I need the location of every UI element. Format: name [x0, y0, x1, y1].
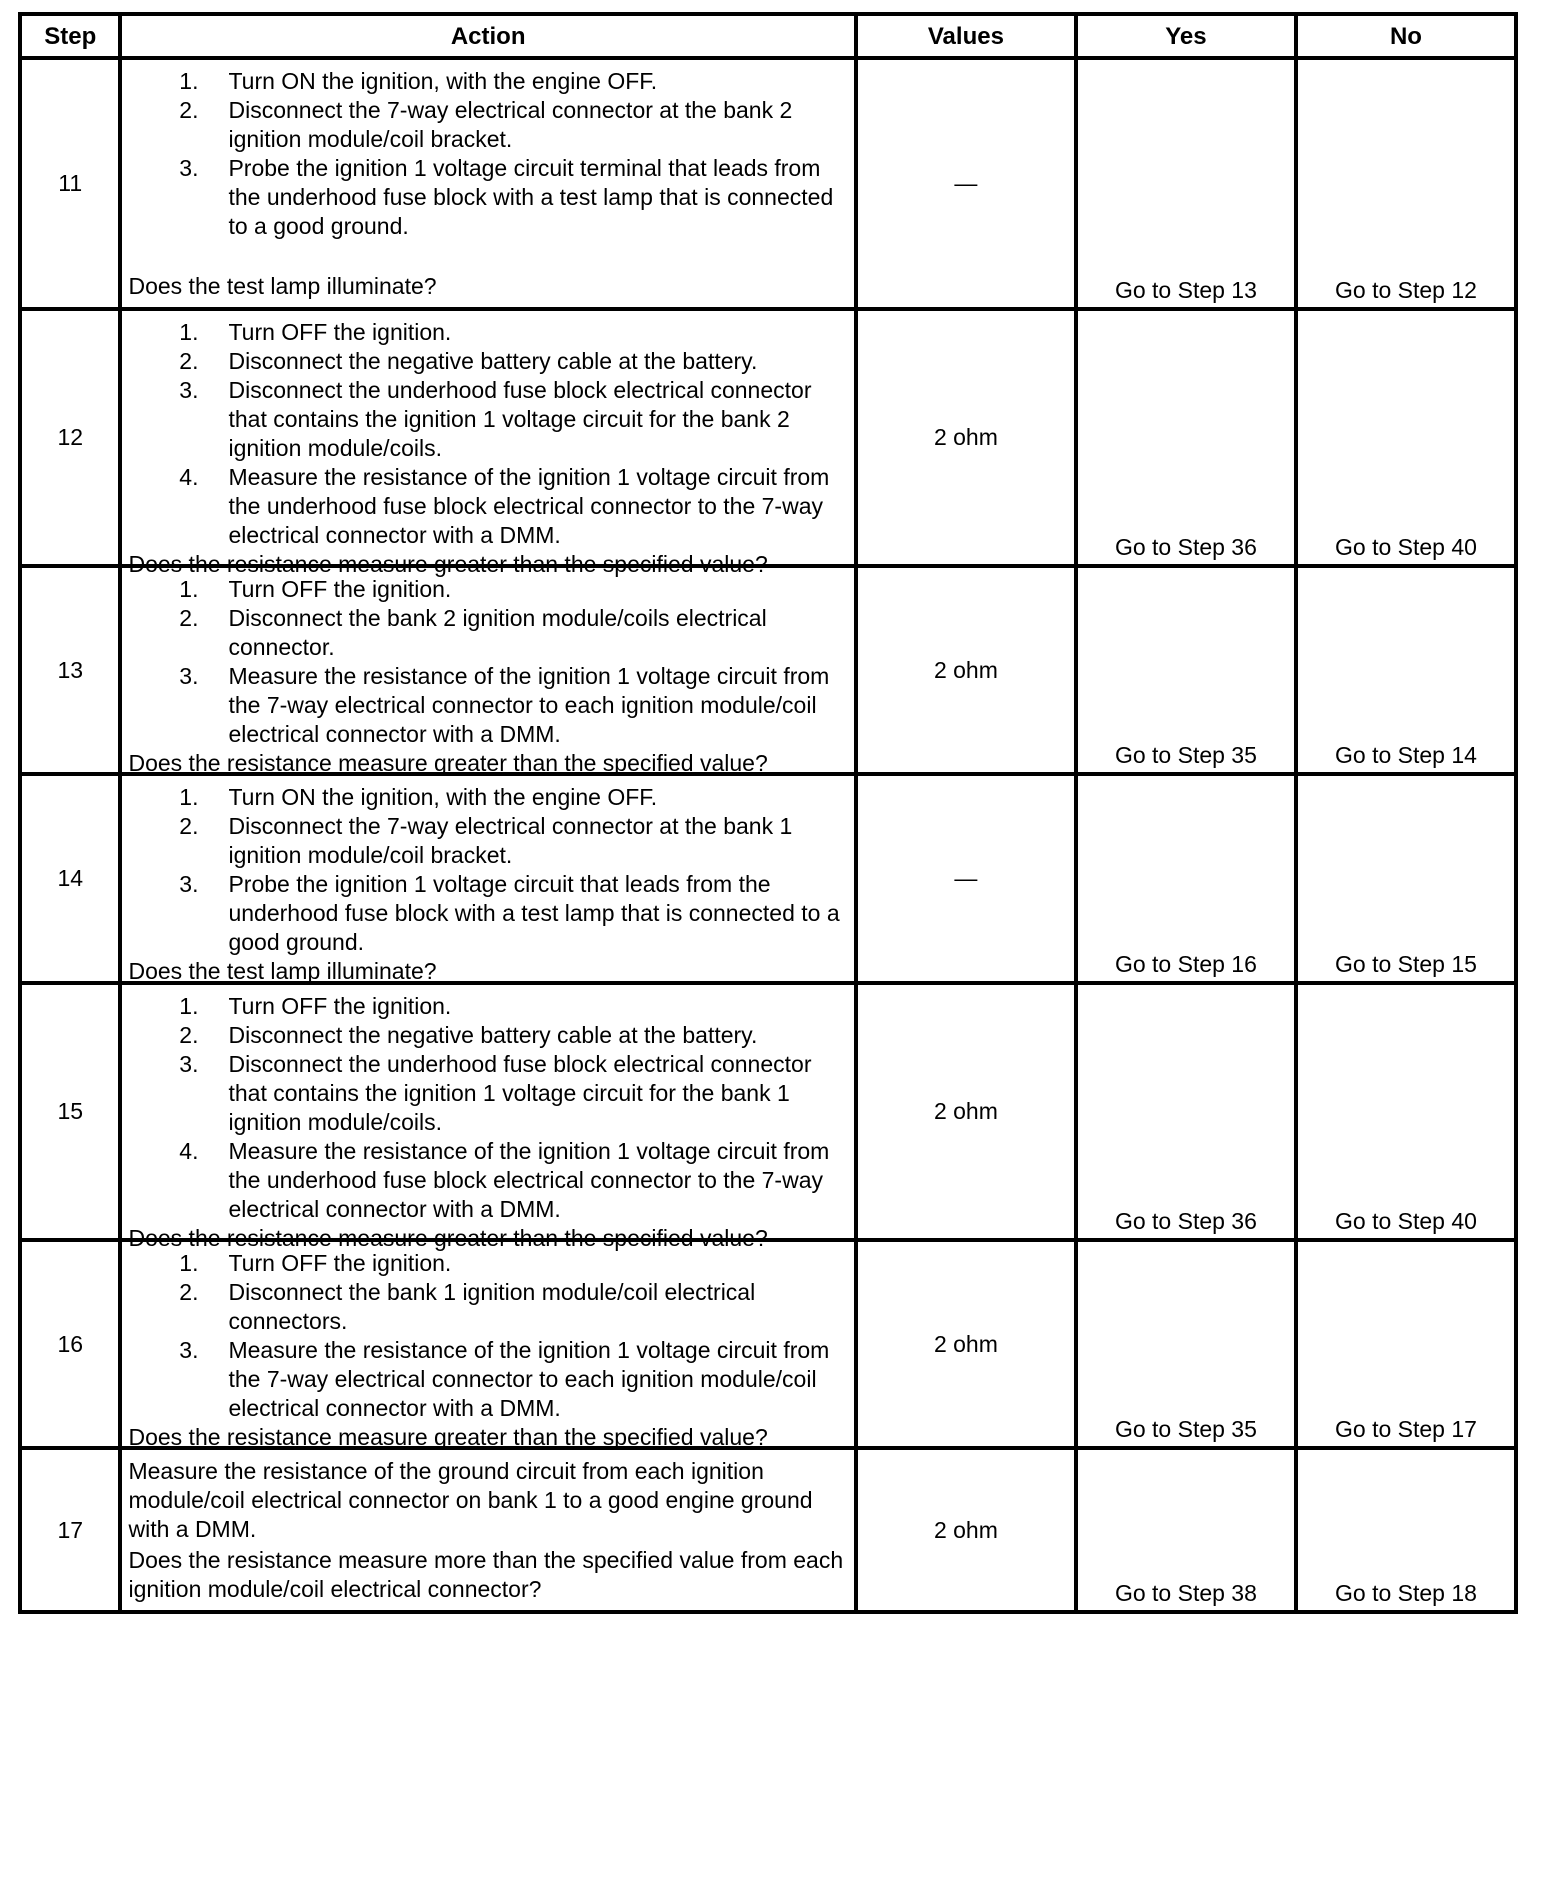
instruction-text: Turn ON the ignition, with the engine OFF.: [228, 784, 658, 810]
instruction-number: 2.: [179, 348, 199, 374]
step-number: 11: [20, 58, 120, 309]
action-question: Does the resistance measure greater than the specified value?: [128, 1424, 768, 1450]
instruction-text: Disconnect the bank 2 ignition module/coils electrical connector.: [228, 605, 767, 660]
header-no: No: [1296, 14, 1516, 58]
instruction-text: Measure the resistance of the ignition 1 voltage circuit from the 7-way electrical connector to each ignition module/coil electrical connector with a DMM.: [228, 663, 830, 747]
instruction-text: Disconnect the underhood fuse block electrical connector that contains the ignition 1 voltage circuit for the bank 1 ignition module/coils.: [228, 1051, 812, 1135]
instruction-number: 3.: [179, 871, 199, 897]
no-result: Go to Step 40: [1296, 309, 1516, 566]
action-content: [128, 318, 847, 577]
instruction-item: [128, 812, 847, 870]
action-cell: [120, 309, 855, 577]
table-row: [20, 983, 1516, 1240]
instruction-item: [128, 662, 847, 749]
action-content: [128, 1457, 847, 1604]
instruction-list: [128, 318, 847, 550]
step-number: 14: [20, 774, 120, 983]
instruction-item: [128, 1249, 847, 1278]
instruction-number: 1.: [179, 319, 199, 345]
no-result: Go to Step 17: [1296, 1240, 1516, 1448]
diagnostic-table: [18, 12, 1518, 1614]
action-cell: [120, 983, 855, 1251]
instruction-number: 1.: [179, 576, 199, 602]
action-content: [128, 992, 847, 1251]
instruction-item: [128, 347, 847, 376]
instruction-list: [128, 575, 847, 749]
instruction-text: Turn OFF the ignition.: [228, 993, 452, 1019]
no-result: Go to Step 40: [1296, 983, 1516, 1240]
spec-value: 2 ohm: [856, 1448, 1076, 1612]
instruction-text: Turn OFF the ignition.: [228, 576, 452, 602]
instruction-item: [128, 1278, 847, 1336]
step-number: 16: [20, 1240, 120, 1448]
instruction-list: [128, 67, 847, 241]
instruction-item: [128, 1021, 847, 1050]
instruction-number: 4.: [179, 1138, 199, 1164]
instruction-number: 3.: [179, 377, 199, 403]
instruction-number: 2.: [179, 1022, 199, 1048]
instruction-list: [128, 783, 847, 957]
yes-result: Go to Step 36: [1076, 983, 1296, 1240]
header-action: Action: [120, 14, 855, 58]
action-question: Does the resistance measure more than the specified value from each ignition module/coil electrical connector?: [128, 1547, 844, 1602]
action-cell: [120, 566, 855, 774]
table-row: [20, 58, 1516, 309]
instruction-number: 3.: [179, 1051, 199, 1077]
instruction-item: [128, 604, 847, 662]
instruction-item: [128, 783, 847, 812]
action-content: [128, 67, 847, 301]
spec-value: 2 ohm: [856, 1240, 1076, 1448]
instruction-item: [128, 96, 847, 154]
instruction-item: [128, 992, 847, 1021]
spec-value: 2 ohm: [856, 309, 1076, 566]
step-number: 12: [20, 309, 120, 566]
instruction-item: [128, 154, 847, 241]
yes-result: Go to Step 16: [1076, 774, 1296, 983]
instruction-number: 3.: [179, 1337, 199, 1363]
action-cell: [120, 58, 855, 309]
instruction-number: 3.: [179, 155, 199, 181]
action-content: [128, 783, 847, 984]
no-result: Go to Step 14: [1296, 566, 1516, 774]
instruction-number: 1.: [179, 1250, 199, 1276]
instruction-text: Turn OFF the ignition.: [228, 1250, 452, 1276]
action-cell: [120, 774, 855, 983]
instruction-number: 2.: [179, 605, 199, 631]
instruction-text: Disconnect the underhood fuse block electrical connector that contains the ignition 1 voltage circuit for the bank 2 ignition module/coils.: [228, 377, 812, 461]
instruction-item: [128, 575, 847, 604]
instruction-number: 2.: [179, 97, 199, 123]
instruction-number: 3.: [179, 663, 199, 689]
no-result: Go to Step 12: [1296, 58, 1516, 309]
instruction-number: 1.: [179, 993, 199, 1019]
table-row: [20, 566, 1516, 774]
instruction-text: Disconnect the negative battery cable at the battery.: [228, 1022, 758, 1048]
table-row: [20, 309, 1516, 566]
action-question: Does the resistance measure greater than the specified value?: [128, 1225, 768, 1251]
instruction-number: 2.: [179, 1279, 199, 1305]
yes-result: Go to Step 35: [1076, 1240, 1296, 1448]
instruction-item: [128, 1050, 847, 1137]
instruction-text: Probe the ignition 1 voltage circuit terminal that leads from the underhood fuse block with a test lamp that is connected to a good ground.: [228, 155, 834, 239]
header-row: [20, 14, 1516, 58]
instruction-text: Disconnect the 7-way electrical connector at the bank 1 ignition module/coil bracket.: [228, 813, 793, 868]
spec-value: 2 ohm: [856, 566, 1076, 774]
instruction-item: [128, 318, 847, 347]
instruction-text: Turn ON the ignition, with the engine OFF.: [228, 68, 658, 94]
instruction-item: [128, 1137, 847, 1224]
step-number: 17: [20, 1448, 120, 1612]
instruction-text: Measure the resistance of the ignition 1 voltage circuit from the underhood fuse block electrical connector to the 7-way electrical connector with a DMM.: [228, 464, 830, 548]
action-cell: [120, 1240, 855, 1448]
header-values: Values: [856, 14, 1076, 58]
instruction-text: Measure the resistance of the ignition 1 voltage circuit from the underhood fuse block electrical connector to the 7-way electrical connector with a DMM.: [228, 1138, 830, 1222]
action-content: [128, 1249, 847, 1450]
action-question: Does the test lamp illuminate?: [128, 273, 437, 299]
action-question: Does the test lamp illuminate?: [128, 958, 437, 984]
yes-result: Go to Step 38: [1076, 1448, 1296, 1612]
instruction-text: Disconnect the negative battery cable at the battery.: [228, 348, 758, 374]
action-cell: [120, 1448, 855, 1612]
instruction-number: 1.: [179, 68, 199, 94]
header-step: Step: [20, 14, 120, 58]
instruction-number: 2.: [179, 813, 199, 839]
spec-value: —: [856, 774, 1076, 983]
table-row: [20, 1240, 1516, 1448]
no-result: Go to Step 18: [1296, 1448, 1516, 1612]
action-content: [128, 575, 847, 776]
instruction-number: 1.: [179, 784, 199, 810]
instruction-text: Disconnect the 7-way electrical connector at the bank 2 ignition module/coil bracket.: [228, 97, 793, 152]
instruction-item: [128, 376, 847, 463]
yes-result: Go to Step 35: [1076, 566, 1296, 774]
table-row: [20, 1448, 1516, 1612]
no-result: Go to Step 15: [1296, 774, 1516, 983]
instruction-text: Measure the resistance of the ignition 1 voltage circuit from the 7-way electrical connector to each ignition module/coil electrical connector with a DMM.: [228, 1337, 830, 1421]
yes-result: Go to Step 36: [1076, 309, 1296, 566]
action-question: Does the resistance measure greater than the specified value?: [128, 551, 768, 577]
step-number: 13: [20, 566, 120, 774]
instruction-item: [128, 1336, 847, 1423]
spec-value: 2 ohm: [856, 983, 1076, 1240]
instruction-item: [128, 463, 847, 550]
spec-value: —: [856, 58, 1076, 309]
instruction-text: Turn OFF the ignition.: [228, 319, 452, 345]
instruction-item: [128, 67, 847, 96]
header-yes: Yes: [1076, 14, 1296, 58]
instruction-text: Probe the ignition 1 voltage circuit that leads from the underhood fuse block with a test lamp that is connected to a good ground.: [228, 871, 840, 955]
action-question: Does the resistance measure greater than the specified value?: [128, 750, 768, 776]
yes-result: Go to Step 13: [1076, 58, 1296, 309]
instruction-number: 4.: [179, 464, 199, 490]
instruction-list: [128, 992, 847, 1224]
instruction-text: Disconnect the bank 1 ignition module/coil electrical connectors.: [228, 1279, 756, 1334]
instruction-list: [128, 1249, 847, 1423]
instruction-item: [128, 870, 847, 957]
step-number: 15: [20, 983, 120, 1240]
instruction-paragraph: Measure the resistance of the ground circuit from each ignition module/coil electrical connector on bank 1 to a good engine ground with a DMM.: [128, 1458, 813, 1542]
table-row: [20, 774, 1516, 983]
